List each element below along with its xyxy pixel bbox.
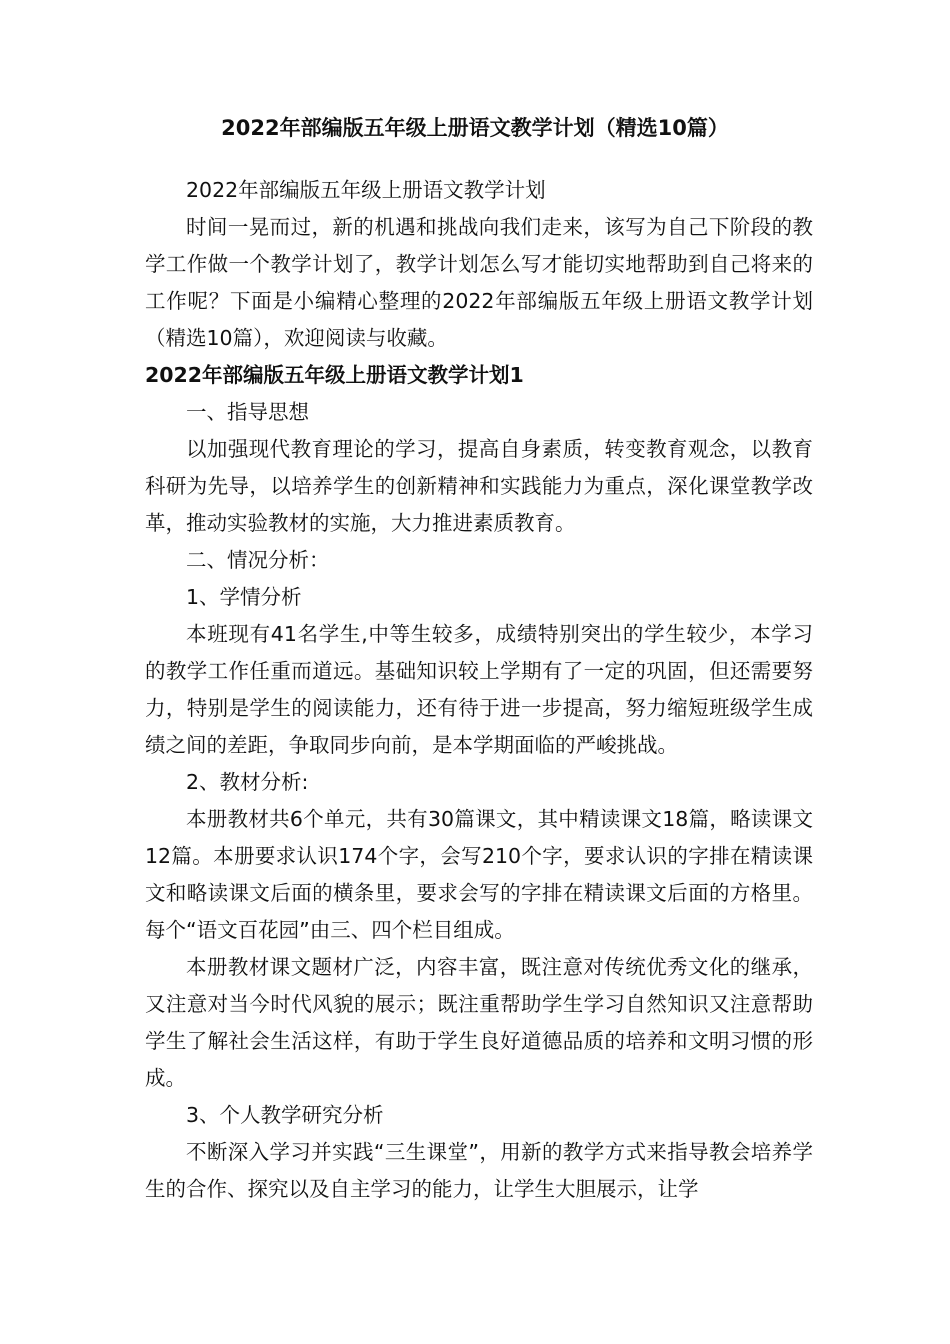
paragraph: 本册教材共6个单元，共有30篇课文，其中精读课文18篇，略读课文12篇。本册要求认识174个字，会写210个字，要求认识的字排在精读课文和略读课文后面的横条里，要求会写的字排在精读课文后面的方格里。每个“语文百花园”由三、四个栏目组成。 <box>145 807 813 942</box>
document-body <box>145 172 813 1208</box>
paragraph: 本册教材课文题材广泛，内容丰富，既注意对传统优秀文化的继承，又注意对当今时代风貌的展示；既注重帮助学生学习自然知识又注意帮助学生了解社会生活这样，有助于学生良好道德品质的培养和文明习惯的形成。 <box>145 955 813 1090</box>
paragraph: 不断深入学习并实践“三生课堂”，用新的教学方式来指导教会培养学生的合作、探究以及自主学习的能力，让学生大胆展示，让学 <box>145 1140 813 1201</box>
document-title: 2022年部编版五年级上册语文教学计划（精选10篇） <box>221 116 729 140</box>
paragraph: 本班现有41名学生,中等生较多，成绩特别突出的学生较少，本学习的教学工作任重而道远。基础知识较上学期有了一定的巩固，但还需要努力，特别是学生的阅读能力，还有待于进一步提高，努力缩短班级学生成绩之间的差距，争取同步向前，是本学期面临的严峻挑战。 <box>145 622 813 757</box>
paragraph: 时间一晃而过，新的机遇和挑战向我们走来，该写为自己下阶段的教学工作做一个教学计划了，教学计划怎么写才能切实地帮助到自己将来的工作呢？下面是小编精心整理的2022年部编版五年级上册语文教学计划（精选10篇），欢迎阅读与收藏。 <box>145 215 813 350</box>
paragraph: 2、教材分析: <box>186 770 309 794</box>
paragraph: 1、学情分析 <box>186 585 302 609</box>
paragraph: 一、指导思想 <box>186 400 309 424</box>
paragraph: 二、情况分析： <box>186 548 330 572</box>
paragraph: 以加强现代教育理论的学习，提高自身素质，转变教育观念，以教育科研为先导，以培养学生的创新精神和实践能力为重点，深化课堂教学改革，推动实验教材的实施，大力推进素质教育。 <box>145 437 813 535</box>
paragraph: 2022年部编版五年级上册语文教学计划 <box>186 178 546 202</box>
paragraph: 3、个人教学研究分析 <box>186 1103 384 1127</box>
section-heading: 2022年部编版五年级上册语文教学计划1 <box>145 363 524 387</box>
